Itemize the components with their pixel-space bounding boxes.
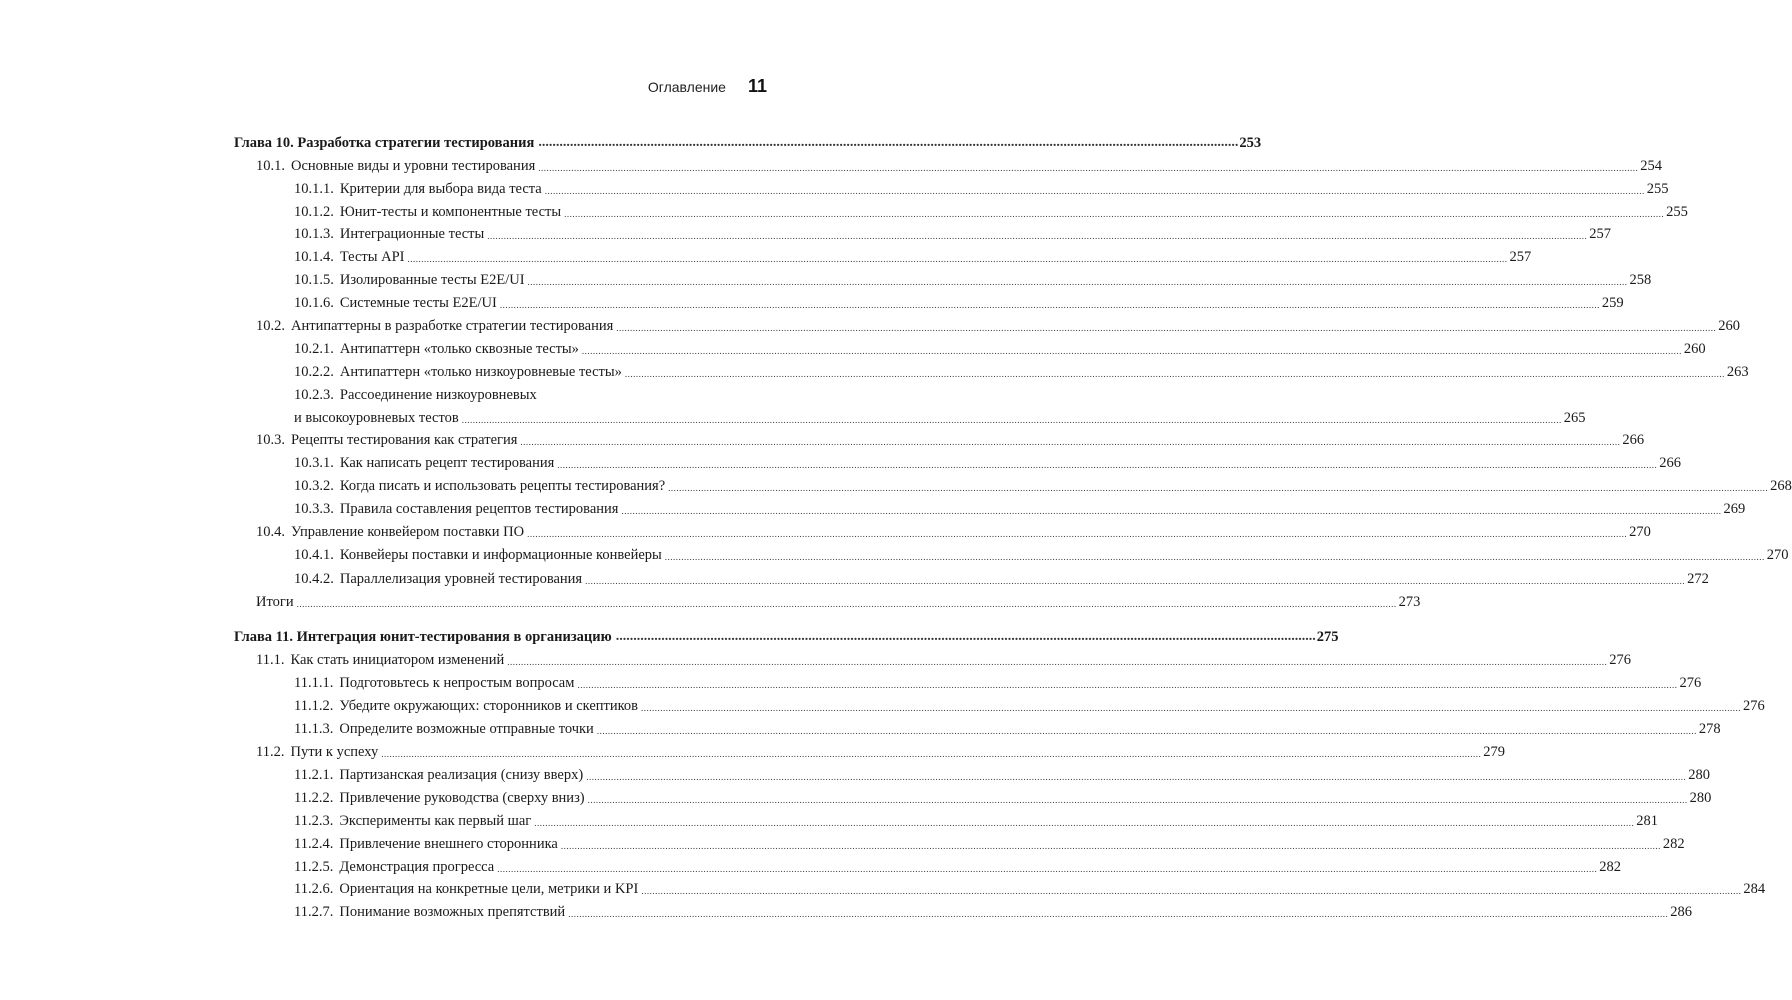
toc-entry[interactable] xyxy=(294,716,1721,738)
toc-entry-label xyxy=(294,340,579,358)
toc-leader-dots: ................................................................................................................................................................................................................................................................................................................................................................................................................ xyxy=(487,231,1588,241)
toc-entry[interactable] xyxy=(256,427,1645,449)
toc-entry-title: Юнит-тесты и компонентные тесты xyxy=(339,204,562,220)
toc-entry-label xyxy=(294,858,494,876)
toc-page-number: 257 xyxy=(1509,249,1532,265)
toc-page-number: 260 xyxy=(1683,341,1706,357)
toc-entry-number: 10.1.6. xyxy=(294,295,334,311)
toc-entry-title: Тесты API xyxy=(339,249,405,265)
toc-page-number: 276 xyxy=(1743,698,1765,714)
toc-entry-title: Как написать рецепт тестирования xyxy=(339,455,555,471)
toc-entry[interactable] xyxy=(294,762,1710,784)
toc-entry-label xyxy=(294,225,484,243)
toc-chapter-title: Глава 10. Разработка стратегии тестирования xyxy=(234,135,535,151)
toc-entry[interactable] xyxy=(256,153,1662,175)
toc-leader-dots: ................................................................................................................................................................................................................................................................................................................................................................................................................ xyxy=(544,186,1645,196)
toc-entry[interactable] xyxy=(294,244,1532,266)
toc-entry-number: 10.3.1. xyxy=(294,455,334,471)
toc-entry-title: Эксперименты как первый шаг xyxy=(339,813,532,829)
toc-entry[interactable] xyxy=(294,359,1749,381)
toc-leader-dots: ................................................................................................................................................................................................................................................................................................................................................................................................................ xyxy=(520,437,1621,447)
toc-entry-title: Итоги xyxy=(256,594,294,610)
toc-chapter-title: Глава 11. Интеграция юнит-тестирования в организацию xyxy=(234,629,612,645)
toc-entry-label xyxy=(256,743,378,761)
toc-entry[interactable] xyxy=(294,808,1658,830)
toc-entry-title: Системные тесты E2E/UI xyxy=(339,295,497,311)
toc-entry-number: 10.4. xyxy=(256,524,285,540)
toc-page-number: 281 xyxy=(1636,813,1658,829)
toc-leader-dots: ................................................................................................................................................................................................................................................................................................................................................................................................................ xyxy=(538,163,1639,173)
toc-entry-number: 10.1.4. xyxy=(294,249,334,265)
toc-page-number: 284 xyxy=(1743,881,1766,897)
toc-entry-label xyxy=(256,431,517,449)
toc-entry-number: 11.2.1. xyxy=(294,767,334,783)
toc-page-number: 279 xyxy=(1483,744,1505,760)
toc-leader-dots: ................................................................................................................................................................................................................................................................................................................................................................................................................ xyxy=(296,599,1397,609)
toc-entry-number: 10.2.3. xyxy=(294,387,334,403)
toc-entry[interactable] xyxy=(294,290,1624,312)
toc-entry-title: Привлечение внешнего сторонника xyxy=(339,836,558,852)
toc-entry-title: Антипаттерны в разработке стратегии тестирования xyxy=(291,318,614,334)
toc-entry-label xyxy=(256,317,613,335)
toc-page-number: 265 xyxy=(1563,410,1586,426)
toc-entry-title: Антипаттерн «только сквозные тесты» xyxy=(339,341,579,357)
toc-entry-title: Изолированные тесты E2E/UI xyxy=(339,272,525,288)
toc-entry[interactable] xyxy=(294,336,1706,358)
toc-entry-label xyxy=(256,523,524,541)
toc-entry-title: Параллелизация уровней тестирования xyxy=(339,571,583,587)
toc-entry[interactable] xyxy=(294,176,1669,198)
toc-page-number: 268 xyxy=(1770,478,1792,494)
toc-entry[interactable] xyxy=(256,313,1741,335)
toc-page-number: 280 xyxy=(1689,790,1712,806)
toc-entry-label xyxy=(294,546,662,564)
toc-page-number: 286 xyxy=(1670,904,1692,920)
toc-entry-number: 11.2.3. xyxy=(294,813,334,829)
toc-chapter-10[interactable] xyxy=(234,130,1262,152)
toc-entry-label xyxy=(294,835,558,853)
toc-leader-dots: ................................................................................................................................................................................................................................................................................................................................................................................................................ xyxy=(407,254,1508,264)
toc-entry-title: Понимание возможных препятствий xyxy=(339,904,566,920)
toc-leader-dots: ........................................................................................................................................................................................................ xyxy=(538,135,1239,150)
toc-entry-number: 11.2.2. xyxy=(294,790,334,806)
toc-entry-label xyxy=(256,157,535,175)
toc-page-number: 270 xyxy=(1766,547,1789,563)
toc-entry[interactable] xyxy=(294,854,1621,876)
toc-entry-label xyxy=(294,500,618,518)
toc-leader-dots: ................................................................................................................................................................................................................................................................................................................................................................................................................ xyxy=(585,576,1686,586)
toc-entry[interactable] xyxy=(294,221,1612,243)
toc-entry[interactable] xyxy=(294,267,1652,289)
toc-page-number: 278 xyxy=(1698,721,1721,737)
toc-page-number: 266 xyxy=(1659,455,1682,471)
toc-entry-number: 11.1.2. xyxy=(294,698,334,714)
toc-entry-title: Партизанская реализация (снизу вверх) xyxy=(339,767,584,783)
toc-entry-number: 11.2.6. xyxy=(294,881,334,897)
toc-entry-title: Управление конвейером поставки ПО xyxy=(291,524,525,540)
running-header xyxy=(648,76,767,97)
toc-page-number: 282 xyxy=(1599,859,1621,875)
toc-entry-label xyxy=(294,477,665,495)
toc-page-number: 263 xyxy=(1726,364,1749,380)
toc-entry-label xyxy=(294,674,574,692)
toc-entry-title: Ориентация на конкретные цели, метрики и KPI xyxy=(339,881,639,897)
toc-entry-number: 11.2.4. xyxy=(294,836,334,852)
toc-entry-label xyxy=(294,789,585,807)
toc-entry-label xyxy=(294,203,561,221)
toc-page-number: 273 xyxy=(1398,594,1421,610)
toc-leader-dots: ................................................................................................................................................................................................................................................................................................................................................................................................................ xyxy=(461,415,1562,425)
toc-entry-title: Убедите окружающих: сторонников и скептиков xyxy=(339,698,639,714)
running-header-title: Оглавление xyxy=(647,79,726,95)
toc-entry-number: 10.2.1. xyxy=(294,341,334,357)
toc-entry[interactable] xyxy=(294,899,1692,921)
toc-leader-dots: ................................................................................................................................................................................................................................................................................................................................................................................................................ xyxy=(577,680,1678,690)
toc-entry-title: Рассоединение низкоуровневых xyxy=(339,387,537,403)
toc-entry[interactable] xyxy=(256,589,1421,611)
toc-entry-number: 10.1.3. xyxy=(294,226,334,242)
toc-entry[interactable] xyxy=(294,450,1682,472)
toc-entry-label xyxy=(294,880,638,898)
toc-leader-dots: ................................................................................................................................................................................................................................................................................................................................................................................................................ xyxy=(527,277,1628,287)
toc-entry[interactable] xyxy=(256,739,1505,761)
toc-entry-number: 10.4.2. xyxy=(294,571,334,587)
toc-entry-number: 10.1.2. xyxy=(294,204,334,220)
toc-entry-title: Подготовьтесь к непростым вопросам xyxy=(339,675,575,691)
toc-entry[interactable] xyxy=(294,876,1766,898)
toc-entry-label xyxy=(294,766,583,784)
toc-leader-dots: ................................................................................................................................................................................................................................................................................................................................................................................................................ xyxy=(587,795,1688,805)
toc-entry-title: Определите возможные отправные точки xyxy=(339,721,594,737)
toc-page-number: 257 xyxy=(1589,226,1612,242)
toc-leader-dots: ................................................................................................................................................................................................................................................................................................................................................................................................................ xyxy=(557,460,1658,470)
toc-leader-dots: ................................................................................................................................................................................................................................................................................................................................................................................................................ xyxy=(527,529,1628,539)
toc-entry[interactable] xyxy=(294,199,1688,221)
toc-page-number: 275 xyxy=(1316,629,1339,645)
toc-leader-dots: ................................................................................................................................................................................................................................................................................................................................................................................................................ xyxy=(664,552,1765,562)
toc-entry-label xyxy=(294,570,582,588)
toc-leader-dots: ................................................................................................................................................................................................................................................................................................................................................................................................................ xyxy=(499,300,1600,310)
toc-page-number: 260 xyxy=(1718,318,1741,334)
toc-page-number: 276 xyxy=(1679,675,1702,691)
toc-entry[interactable] xyxy=(294,831,1685,853)
toc-leader-dots: ................................................................................................................................................................................................................................................................................................................................................................................................................ xyxy=(596,726,1697,736)
toc-entry-label xyxy=(294,294,497,312)
toc-entry-number: 11.1. xyxy=(256,652,285,668)
toc-entry-number: 11.1.3. xyxy=(294,721,334,737)
toc-entry-label xyxy=(294,812,531,830)
toc-entry[interactable] xyxy=(294,542,1789,564)
toc-leader-dots: ................................................................................................................................................................................................................................................................................................................................................................................................................ xyxy=(568,909,1669,919)
toc-entry-number: 10.3. xyxy=(256,432,285,448)
toc-entry[interactable] xyxy=(294,693,1765,715)
toc-entry-number: 10.1.5. xyxy=(294,272,334,288)
toc-entry-number: 10.4.1. xyxy=(294,547,334,563)
toc-entry-label xyxy=(294,697,638,715)
toc-page-number: 258 xyxy=(1629,272,1652,288)
toc-entry-number: 11.2.7. xyxy=(294,904,334,920)
toc-page-number: 280 xyxy=(1688,767,1710,783)
toc-page-number: 255 xyxy=(1646,181,1669,197)
toc-leader-dots: ................................................................................................................................................................................................................................................................................................................................................................................................................ xyxy=(624,369,1725,379)
toc-entry-title: Правила составления рецептов тестирования xyxy=(339,501,619,517)
toc-entry-title: Пути к успеху xyxy=(290,744,379,760)
toc-entry-label xyxy=(256,651,504,669)
toc-entry-number: 10.1. xyxy=(256,158,285,174)
toc-entry-title-continued: и высокоуровневых тестов xyxy=(294,410,459,426)
toc-entry[interactable] xyxy=(294,785,1712,807)
toc-leader-dots: ................................................................................................................................................................................................................................................................................................................................................................................................................ xyxy=(560,841,1661,851)
toc-entry-title: Привлечение руководства (сверху вниз) xyxy=(339,790,585,806)
toc-entry-number: 10.3.3. xyxy=(294,501,334,517)
toc-entry-label xyxy=(294,454,554,472)
toc-entry-title: Основные виды и уровни тестирования xyxy=(291,158,536,174)
toc-chapter-11[interactable] xyxy=(234,624,1339,646)
toc-leader-dots: ................................................................................................................................................................................................................................................................................................................................................................................................................ xyxy=(581,346,1682,356)
toc-leader-dots: ................................................................................................................................................................................................................................................................................................................................................................................................................ xyxy=(564,209,1665,219)
toc-entry-number: 11.2. xyxy=(256,744,285,760)
toc-leader-dots: ................................................................................................................................................................................................................................................................................................................................................................................................................ xyxy=(641,886,1742,896)
toc-entry[interactable] xyxy=(294,496,1746,518)
toc-entry-title: Рецепты тестирования как стратегия xyxy=(291,432,518,448)
toc-page-number: 276 xyxy=(1609,652,1632,668)
toc-entry-label xyxy=(294,271,525,289)
toc-leader-dots: ................................................................................................................................................................................................................................................................................................................................................................................................................ xyxy=(381,749,1482,759)
toc-entry-label xyxy=(294,248,404,266)
toc-entry-label xyxy=(294,903,565,921)
toc-page-number: 253 xyxy=(1239,135,1262,151)
toc-entry-number: 10.1.1. xyxy=(294,181,334,197)
toc-page-number: 272 xyxy=(1687,571,1709,587)
toc-entry-number: 11.2.5. xyxy=(294,859,334,875)
toc-leader-dots: ................................................................................................................................................................................................................................................................................................................................................................................................................ xyxy=(586,772,1687,782)
toc-leader-dots: ................................................................................................................................................................................................................................................................................................................................................................................................................ xyxy=(534,818,1635,828)
toc-entry-number: 10.3.2. xyxy=(294,478,334,494)
toc-entry[interactable] xyxy=(256,647,1632,669)
toc-leader-dots: ................................................................................................................................................................................................................................................................................................................................................................................................................ xyxy=(616,323,1717,333)
toc-entry-title: Антипаттерн «только низкоуровневые тесты» xyxy=(339,364,622,380)
toc-entry-title: Критерии для выбора вида теста xyxy=(339,181,542,197)
toc-leader-dots: ........................................................................................................................................................................................................ xyxy=(615,629,1316,644)
toc-entry[interactable] xyxy=(294,566,1709,588)
toc-leader-dots: ................................................................................................................................................................................................................................................................................................................................................................................................................ xyxy=(668,483,1769,493)
toc-page-number: 269 xyxy=(1723,501,1746,517)
toc-entry[interactable] xyxy=(294,405,1586,427)
toc-entry-label xyxy=(256,593,294,611)
toc-page-number: 255 xyxy=(1666,204,1688,220)
toc-page-number: 266 xyxy=(1622,432,1645,448)
toc-entry-title: Как стать инициатором изменений xyxy=(290,652,505,668)
toc-leader-dots: ................................................................................................................................................................................................................................................................................................................................................................................................................ xyxy=(641,703,1742,713)
toc-entry-title: Интеграционные тесты xyxy=(339,226,485,242)
toc-entry-label xyxy=(294,363,622,381)
toc-entry-label xyxy=(294,720,594,738)
toc-entry-number: 10.2. xyxy=(256,318,285,334)
toc-entry-first-line xyxy=(294,382,537,404)
toc-entry[interactable] xyxy=(294,670,1702,692)
toc-entry-title: Конвейеры поставки и информационные конвейеры xyxy=(339,547,662,563)
toc-entry[interactable] xyxy=(256,519,1651,541)
page-number: 11 xyxy=(747,76,767,96)
toc-leader-dots: ................................................................................................................................................................................................................................................................................................................................................................................................................ xyxy=(507,657,1608,667)
toc-entry-label xyxy=(294,180,542,198)
toc-leader-dots: ................................................................................................................................................................................................................................................................................................................................................................................................................ xyxy=(621,506,1722,516)
toc-entry[interactable] xyxy=(294,473,1792,495)
toc-leader-dots: ................................................................................................................................................................................................................................................................................................................................................................................................................ xyxy=(497,864,1598,874)
toc-entry-number: 11.1.1. xyxy=(294,675,334,691)
toc-entry-title: Демонстрация прогресса xyxy=(339,859,495,875)
toc-page-number: 270 xyxy=(1629,524,1651,540)
toc-page-number: 282 xyxy=(1662,836,1685,852)
toc-page-number: 254 xyxy=(1640,158,1662,174)
toc-entry-title: Когда писать и использовать рецепты тестирования? xyxy=(339,478,666,494)
toc-page-number: 259 xyxy=(1601,295,1624,311)
toc-entry-number: 10.2.2. xyxy=(294,364,334,380)
